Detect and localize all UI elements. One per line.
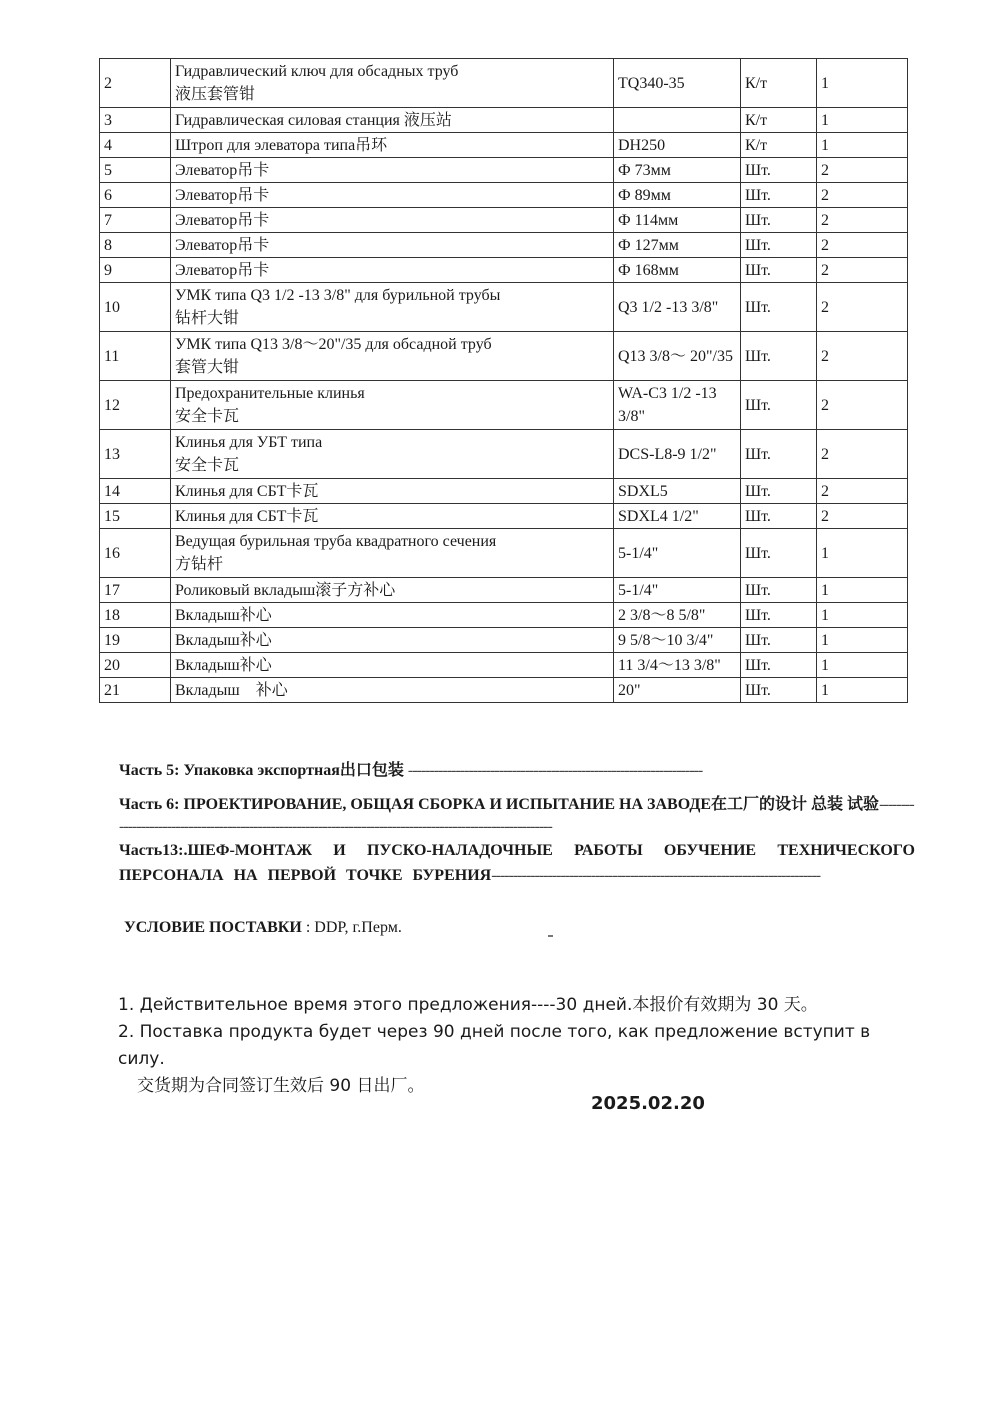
item-name-line: Гидравлический ключ для обсадных труб — [175, 63, 459, 80]
row-number: 11 — [100, 332, 171, 381]
item-model: SDXL4 1/2" — [614, 504, 741, 529]
row-number: 18 — [100, 603, 171, 628]
row-number: 14 — [100, 479, 171, 504]
item-model: 11 3/4～13 3/8" — [614, 653, 741, 678]
row-number: 8 — [100, 233, 171, 258]
row-number: 13 — [100, 430, 171, 479]
item-quantity: 1 — [817, 108, 908, 133]
row-number: 2 — [100, 59, 171, 108]
item-unit: Шт. — [741, 678, 817, 703]
item-model: Ф 114мм — [614, 208, 741, 233]
item-name — [171, 603, 614, 628]
item-model: Ф 73мм — [614, 158, 741, 183]
item-name — [171, 628, 614, 653]
item-model: 20" — [614, 678, 741, 703]
item-quantity: 2 — [817, 479, 908, 504]
item-name-line: Клинья для СБТ卡瓦 — [175, 507, 319, 525]
item-name — [171, 678, 614, 703]
table-row — [100, 183, 908, 208]
item-name — [171, 332, 614, 381]
table-row — [100, 208, 908, 233]
item-unit: Шт. — [741, 529, 817, 578]
item-name — [171, 133, 614, 158]
row-number: 17 — [100, 578, 171, 603]
item-name-line: Вкладыш补心 — [175, 631, 272, 649]
row-number: 10 — [100, 283, 171, 332]
item-unit: К/т — [741, 108, 817, 133]
item-unit: Шт. — [741, 208, 817, 233]
item-model: Q13 3/8～ 20"/35 — [614, 332, 741, 381]
row-number: 5 — [100, 158, 171, 183]
part-5-heading — [119, 760, 915, 782]
table-row — [100, 381, 908, 430]
item-name-line: 安全卡瓦 — [175, 457, 240, 474]
item-model: 2 3/8～8 5/8" — [614, 603, 741, 628]
item-name-line: 液压套管钳 — [175, 86, 256, 103]
item-name-line: 钻杆大钳 — [175, 310, 240, 327]
item-model: Q3 1/2 -13 3/8" — [614, 283, 741, 332]
item-name — [171, 479, 614, 504]
item-name-line: УМК типа Q3 1/2 -13 3/8" для бурильной трубы — [175, 287, 501, 304]
item-quantity: 1 — [817, 59, 908, 108]
delivery-terms-value: : DDP, г.Перм. — [305, 919, 402, 936]
item-model: 5-1/4" — [614, 529, 741, 578]
part-6-dashes: ------------------------------------------------------------------------------------------------------------ — [119, 796, 914, 835]
item-unit: Шт. — [741, 233, 817, 258]
item-quantity: 2 — [817, 258, 908, 283]
part-13-heading — [119, 838, 915, 888]
row-number: 21 — [100, 678, 171, 703]
item-quantity: 1 — [817, 529, 908, 578]
row-number: 4 — [100, 133, 171, 158]
item-name — [171, 653, 614, 678]
offer-notes — [118, 992, 918, 1100]
item-model: TQ340-35 — [614, 59, 741, 108]
item-name — [171, 59, 614, 108]
item-name — [171, 529, 614, 578]
table-row — [100, 678, 908, 703]
table-row — [100, 258, 908, 283]
item-quantity: 2 — [817, 332, 908, 381]
item-quantity: 1 — [817, 653, 908, 678]
item-unit: К/т — [741, 133, 817, 158]
table-row — [100, 653, 908, 678]
part-5-text: Часть 5: Упаковка экспортная出口包装 — [119, 762, 404, 779]
item-quantity: 2 — [817, 208, 908, 233]
item-name — [171, 208, 614, 233]
row-number: 9 — [100, 258, 171, 283]
table-row — [100, 504, 908, 529]
item-unit: Шт. — [741, 430, 817, 479]
item-name-line: Клинья для СБТ卡瓦 — [175, 482, 319, 500]
item-quantity: 2 — [817, 381, 908, 430]
item-name — [171, 283, 614, 332]
item-quantity: 1 — [817, 133, 908, 158]
item-name — [171, 108, 614, 133]
item-quantity: 1 — [817, 628, 908, 653]
item-name-line: Гидравлическая силовая станция 液压站 — [175, 111, 452, 129]
item-name-line: Элеватор吊卡 — [175, 186, 270, 204]
item-quantity: 2 — [817, 504, 908, 529]
item-model: DH250 — [614, 133, 741, 158]
item-model: 9 5/8～10 3/4" — [614, 628, 741, 653]
item-unit: Шт. — [741, 504, 817, 529]
equipment-table-body — [100, 59, 908, 703]
note-delivery: 2. Поставка продукта будет через 90 дней после того, как предложение вступит в силу. — [118, 1022, 871, 1069]
table-row — [100, 233, 908, 258]
item-name-line: УМК типа Q13 3/8～20"/35 для обсадной труб — [175, 336, 492, 353]
item-name — [171, 430, 614, 479]
item-name-line: Вкладыш 补心 — [175, 681, 288, 699]
part-5-dashes: -------------------------------------------------------------------- — [407, 762, 703, 779]
item-name-line: Роликовый вкладыш滚子方补心 — [175, 581, 396, 599]
part-6-text: Часть 6: ПРОЕКТИРОВАНИЕ, ОБЩАЯ СБОРКА И ИСПЫТАНИЕ НА ЗАВОДЕ在工厂的设计 总装 试验 — [119, 796, 880, 813]
item-unit: Шт. — [741, 653, 817, 678]
item-name-line: Элеватор吊卡 — [175, 161, 270, 179]
item-unit: Шт. — [741, 258, 817, 283]
table-row — [100, 628, 908, 653]
item-quantity: 2 — [817, 183, 908, 208]
item-name-line: Клинья для УБТ типа — [175, 434, 323, 451]
item-unit: Шт. — [741, 479, 817, 504]
table-row — [100, 479, 908, 504]
item-name — [171, 158, 614, 183]
item-model: Ф 127мм — [614, 233, 741, 258]
item-model: 5-1/4" — [614, 578, 741, 603]
item-name — [171, 578, 614, 603]
item-model: Ф 89мм — [614, 183, 741, 208]
part-13-text: Часть13:.ШЕФ-МОНТАЖ И ПУСКО-НАЛАДОЧНЫЕ РАБОТЫ ОБУЧЕНИЕ ТЕХНИЧЕСКОГО ПЕРСОНАЛА НА ПЕРВОЙ ТОЧКЕ БУРЕНИЯ — [119, 842, 915, 884]
item-unit: К/т — [741, 59, 817, 108]
item-name-line: 安全卡瓦 — [175, 408, 240, 425]
item-name-line: 方钻杆 — [175, 556, 224, 573]
item-name-line: Вкладыш补心 — [175, 606, 272, 624]
table-row — [100, 283, 908, 332]
item-name — [171, 258, 614, 283]
equipment-table — [99, 58, 908, 703]
row-number: 3 — [100, 108, 171, 133]
table-row — [100, 158, 908, 183]
item-quantity: 2 — [817, 233, 908, 258]
item-unit: Шт. — [741, 158, 817, 183]
item-model: DCS-L8-9 1/2" — [614, 430, 741, 479]
item-name-line: Элеватор吊卡 — [175, 236, 270, 254]
table-row — [100, 529, 908, 578]
item-unit: Шт. — [741, 332, 817, 381]
item-unit: Шт. — [741, 381, 817, 430]
row-number: 20 — [100, 653, 171, 678]
item-model: Ф 168мм — [614, 258, 741, 283]
item-name-line: Предохранительные клинья — [175, 385, 365, 402]
item-name-line: Вкладыш补心 — [175, 656, 272, 674]
table-row — [100, 430, 908, 479]
item-quantity: 2 — [817, 430, 908, 479]
item-name — [171, 504, 614, 529]
item-quantity: 1 — [817, 578, 908, 603]
item-name-line: Элеватор吊卡 — [175, 211, 270, 229]
row-number: 19 — [100, 628, 171, 653]
row-number: 7 — [100, 208, 171, 233]
note-delivery-chinese: 交货期为合同签订生效后 90 日出厂。 — [137, 1076, 425, 1096]
item-name-line: 套管大钳 — [175, 359, 240, 376]
row-number: 12 — [100, 381, 171, 430]
item-quantity: 1 — [817, 678, 908, 703]
document-date: 2025.02.20 — [591, 1093, 705, 1114]
item-model — [614, 108, 741, 133]
part-6-heading — [119, 794, 915, 838]
scan-speck — [548, 935, 553, 937]
item-unit: Шт. — [741, 603, 817, 628]
note-validity: 1. Действительное время этого предложения----30 дней.本报价有效期为 30 天。 — [118, 995, 818, 1015]
item-name-line: Ведущая бурильная труба квадратного сечения — [175, 533, 497, 550]
item-name — [171, 183, 614, 208]
item-model: SDXL5 — [614, 479, 741, 504]
table-row — [100, 603, 908, 628]
item-quantity: 2 — [817, 283, 908, 332]
item-model: WA-C3 1/2 -13 3/8" — [614, 381, 741, 430]
item-name — [171, 381, 614, 430]
item-quantity: 1 — [817, 603, 908, 628]
table-row — [100, 108, 908, 133]
row-number: 15 — [100, 504, 171, 529]
item-unit: Шт. — [741, 283, 817, 332]
item-unit: Шт. — [741, 628, 817, 653]
item-quantity: 2 — [817, 158, 908, 183]
table-row — [100, 332, 908, 381]
delivery-terms-label: УСЛОВИЕ ПОСТАВКИ — [124, 919, 302, 936]
item-name-line: Элеватор吊卡 — [175, 261, 270, 279]
part-13-dashes: ---------------------------------------------------------------------------- — [491, 867, 821, 884]
row-number: 6 — [100, 183, 171, 208]
table-row — [100, 578, 908, 603]
item-unit: Шт. — [741, 578, 817, 603]
table-row — [100, 133, 908, 158]
item-name-line: Штроп для элеватора типа吊环 — [175, 136, 388, 154]
row-number: 16 — [100, 529, 171, 578]
delivery-terms — [124, 917, 402, 939]
item-unit: Шт. — [741, 183, 817, 208]
item-name — [171, 233, 614, 258]
table-row — [100, 59, 908, 108]
